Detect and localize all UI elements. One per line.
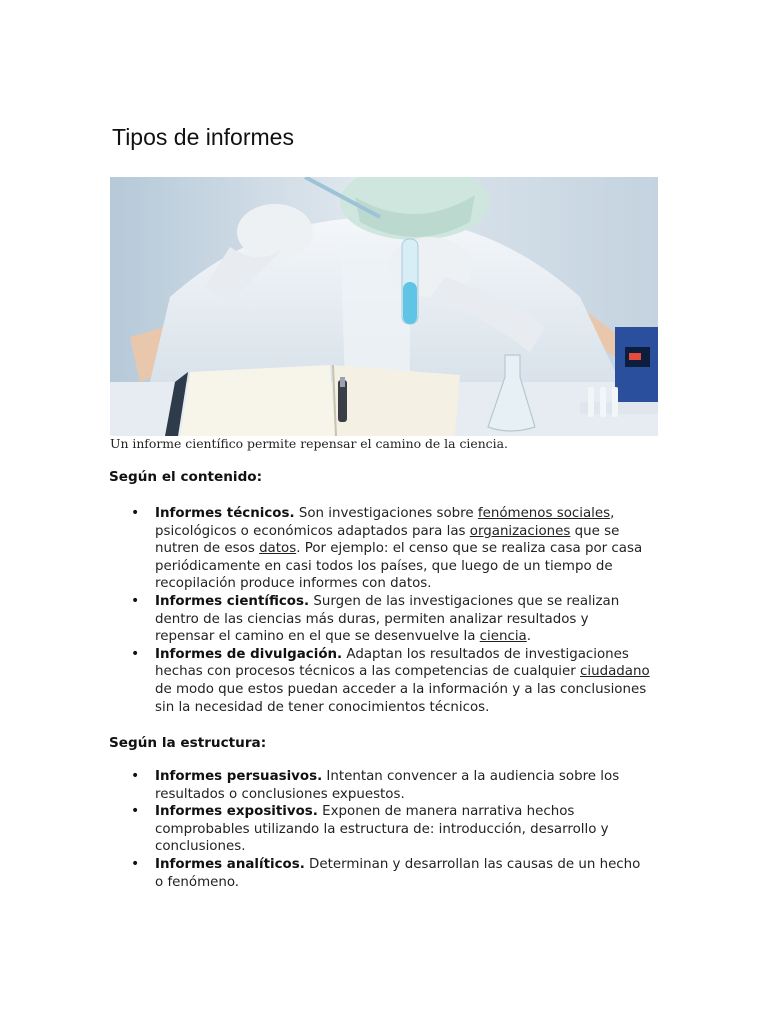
list-item: [130, 505, 650, 593]
link-ciudadano[interactable]: ciudadano: [580, 664, 650, 680]
item-term: Informes expositivos.: [155, 804, 318, 820]
item-text: .: [526, 629, 532, 645]
item-text: . Por ejemplo: el censo que se realiza casa por casa periódicamente en casi todos los países, que luego de un tiempo de recopilación produce informes con datos.: [155, 541, 643, 592]
list-item: [130, 803, 650, 856]
item-text: Exponen de manera narrativa hechos comprobables utilizando la estructura de: introducción, desarrollo y conclusiones.: [155, 804, 609, 855]
image-caption: Un informe científico permite repensar el camino de la ciencia.: [110, 436, 508, 451]
item-term: Informes técnicos.: [155, 506, 295, 521]
item-text: Son investigaciones sobre: [294, 506, 478, 521]
item-text: Surgen de las investigaciones que se realizan dentro de las ciencias más duras, permiten analizar resultados y repensar el camino en el que se desenvuelve la: [155, 593, 620, 645]
item-text: Intentan convencer a la audiencia sobre los resultados o conclusiones expuestos.: [155, 769, 620, 802]
link-fenomenos-sociales[interactable]: fenómenos sociales: [477, 506, 611, 521]
item-term: Informes científicos.: [155, 593, 310, 609]
list-item: [130, 593, 650, 646]
item-text: de modo que estos puedan acceder a la información y a las conclusiones sin la necesidad de tener conocimientos técnicos.: [155, 681, 647, 715]
section-heading-structure: Según la estructura:: [109, 735, 267, 751]
item-text: Determinan y desarrollan las causas de un hecho o fenómeno.: [155, 856, 641, 890]
content-types-list: [130, 505, 650, 716]
structure-types-list: [130, 768, 650, 891]
item-term: Informes analíticos.: [155, 856, 305, 872]
list-item: [130, 768, 650, 803]
list-item: [130, 646, 650, 716]
list-item: [130, 856, 650, 891]
link-ciencia[interactable]: ciencia: [479, 629, 527, 645]
item-term: Informes de divulgación.: [155, 646, 343, 662]
item-text: Adaptan los resultados de investigaciones hechas con procesos técnicos a las competencias de cualquier: [155, 646, 629, 680]
item-text: que se nutren de esos: [155, 523, 620, 557]
page-title: Tipos de informes: [112, 124, 294, 150]
link-datos[interactable]: datos: [259, 541, 297, 557]
link-organizaciones[interactable]: organizaciones: [469, 523, 571, 539]
lab-scientist-photo: [110, 177, 658, 436]
item-term: Informes persuasivos.: [155, 769, 323, 784]
item-text: , psicológicos o económicos adaptados para las: [155, 506, 615, 539]
section-heading-content: Según el contenido:: [109, 469, 263, 485]
